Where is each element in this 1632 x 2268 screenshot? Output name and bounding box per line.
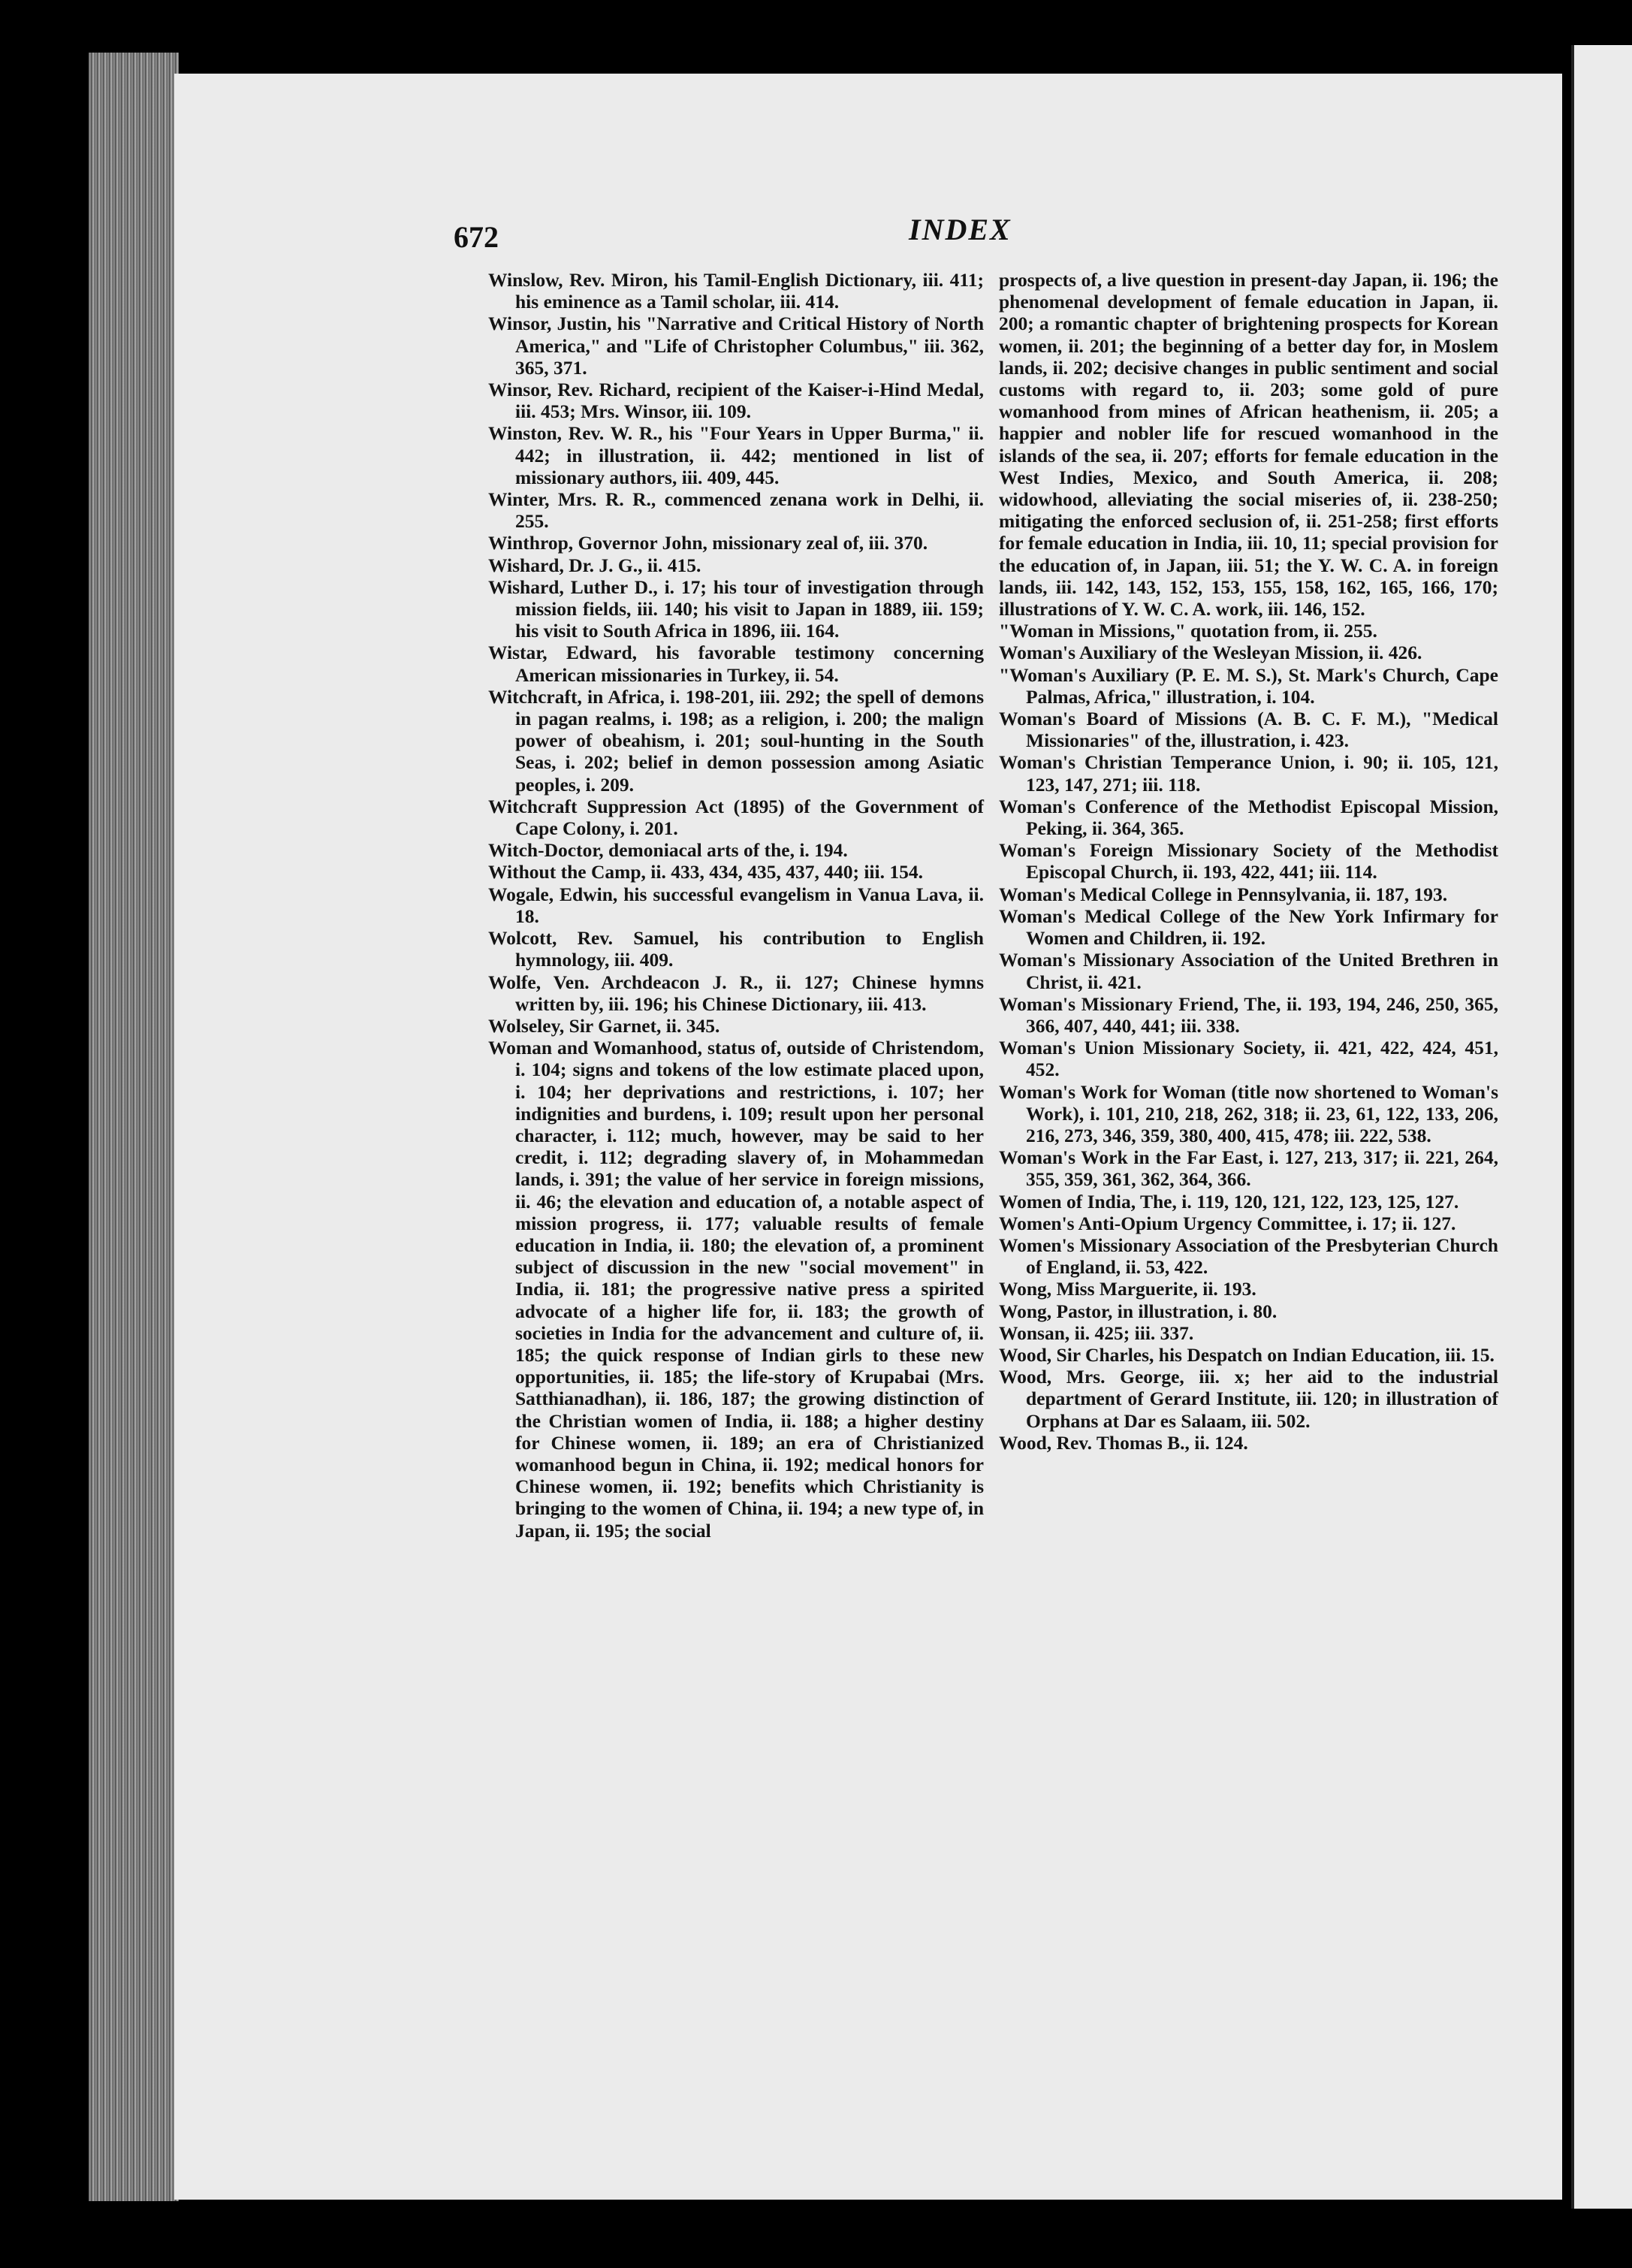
index-entry: Winston, Rev. W. R., his "Four Years in Upper Burma," ii. 442; in illustration, ii. 442; mentioned in list of missionary authors, iii. 409, 445. <box>488 422 984 488</box>
index-entry: Women of India, The, i. 119, 120, 121, 122, 123, 125, 127. <box>999 1190 1459 1213</box>
index-entry: Wogale, Edwin, his successful evangelism in Vanua Lava, ii. 18. <box>488 883 984 927</box>
running-head: INDEX <box>909 213 1012 246</box>
book-page-edges <box>89 53 179 2201</box>
index-entry: Woman's Work for Woman (title now shortened to Woman's Work), i. 101, 210, 218, 262, 318; ii. 23, 61, 122, 133, 206, 216, 273, 346, 359, 380, 400, 415, 478; iii. 222, 538. <box>999 1080 1498 1146</box>
index-entry: Women's Missionary Association of the Presbyterian Church of England, ii. 53, 422. <box>999 1234 1498 1279</box>
index-entry: Woman and Womanhood, status of, outside of Christendom, i. 104; signs and tokens of the low estimate placed upon, i. 104; her deprivations and restrictions, i. 107; her indignities and burdens, i. 109; result upon her personal character, i. 112; much, however, may be said to her credit, i. 112; degrading slavery of, in Mohammedan lands, i. 391; the value of her service in foreign missions, ii. 46; the elevation and education of, a notable aspect of mission progress, ii. 177; valuable results of female education in India, ii. 180; the elevation of, a prominent subject of discussion in the new "social movement" in India, ii. 181; the progressive native press a spirited advocate of a higher life for, ii. 183; the growth of societies in India for the advancement and culture of, ii. 185; the quick response of Indian girls to these new opportunities, ii. 185; the life-story of Krupabai (Mrs. Satthianadhan), ii. 186, 187; the growing distinction of the Christian women of India, ii. 188; a higher destiny for Chinese women, ii. 189; an era of Christianized womanhood begun in China, ii. 192; medical honors for Chinese women, ii. 192; benefits which Christianity is bringing to the women of China, ii. 194; a new type of, in Japan, ii. 195; the social <box>488 1037 984 1542</box>
index-entry: Witchcraft Suppression Act (1895) of the Government of Cape Colony, i. 201. <box>488 795 984 840</box>
index-entry: Woman's Christian Temperance Union, i. 90; ii. 105, 121, 123, 147, 271; iii. 118. <box>999 751 1498 796</box>
index-entry: Wishard, Dr. J. G., ii. 415. <box>488 554 701 576</box>
index-entry: Winsor, Rev. Richard, recipient of the Kaiser-i-Hind Medal, iii. 453; Mrs. Winsor, iii. 109. <box>488 379 984 423</box>
index-entry: Winsor, Justin, his "Narrative and Critical History of North America," and "Life of Christopher Columbus," iii. 362, 365, 371. <box>488 313 984 379</box>
index-entry: Woman's Conference of the Methodist Episcopal Mission, Peking, ii. 364, 365. <box>999 795 1498 840</box>
index-entry-continuation: prospects of, a live question in present-day Japan, ii. 196; the phenomenal development of female education in Japan, ii. 200; a romantic chapter of brightening prospects for Korean women, ii. 201; the beginning of a better day for, in Moslem lands, ii. 202; decisive changes in public sentiment and social customs with regard to, ii. 203; some gold of pure womanhood from mines of African heathenism, ii. 205; a happier and nobler life for rescued womanhood in the islands of the sea, ii. 207; efforts for female education in the West Indies, Mexico, and South America, ii. 208; widowhood, alleviating the social miseries of, ii. 238-250; mitigating the enforced seclusion of, ii. 251-258; first efforts for female education in India, iii. 10, 11; special provision for the education of, in Japan, iii. 51; the Y. W. C. A. in foreign lands, iii. 142, 143, 152, 153, 155, 158, 162, 165, 166, 170; illustrations of Y. W. C. A. work, iii. 146, 152. <box>999 269 1498 621</box>
index-entry: Wolcott, Rev. Samuel, his contribution to English hymnology, iii. 409. <box>488 927 984 971</box>
index-entry: Wong, Miss Marguerite, ii. 193. <box>999 1278 1256 1300</box>
adjacent-page-edge <box>1571 45 1632 2209</box>
index-entry: Witch-Doctor, demoniacal arts of the, i. 194. <box>488 839 848 862</box>
index-entry: Winthrop, Governor John, missionary zeal of, iii. 370. <box>488 532 928 554</box>
index-entry: Woman's Missionary Friend, The, ii. 193, 194, 246, 250, 365, 366, 407, 440, 441; iii. 338. <box>999 992 1498 1037</box>
index-entry: Winslow, Rev. Miron, his Tamil-English Dictionary, iii. 411; his eminence as a Tamil scholar, iii. 414. <box>488 269 984 313</box>
index-entry: Wood, Rev. Thomas B., ii. 124. <box>999 1431 1248 1454</box>
index-entry: Woman's Union Missionary Society, ii. 421, 422, 424, 451, 452. <box>999 1037 1498 1081</box>
index-entry: Woman's Missionary Association of the United Brethren in Christ, ii. 421. <box>999 949 1498 993</box>
index-column-right <box>999 269 1498 1454</box>
index-entry: Wishard, Luther D., i. 17; his tour of investigation through mission fields, iii. 140; his visit to Japan in 1889, iii. 159; his visit to South Africa in 1896, iii. 164. <box>488 575 984 642</box>
index-entry: "Woman in Missions," quotation from, ii. 255. <box>999 620 1377 642</box>
index-entry: Woman's Foreign Missionary Society of the Methodist Episcopal Church, ii. 193, 422, 441; iii. 114. <box>999 839 1498 883</box>
index-entry: Woman's Board of Missions (A. B. C. F. M.), "Medical Missionaries" of the, illustration, i. 423. <box>999 708 1498 752</box>
index-entry: Wistar, Edward, his favorable testimony concerning American missionaries in Turkey, ii. 54. <box>488 642 984 686</box>
index-entry: Woman's Work in the Far East, i. 127, 213, 317; ii. 221, 264, 355, 359, 361, 362, 364, 366. <box>999 1146 1498 1191</box>
index-column-left <box>488 269 984 1542</box>
index-entry: "Woman's Auxiliary (P. E. M. S.), St. Mark's Church, Cape Palmas, Africa," illustration, i. 104. <box>999 663 1498 708</box>
page-number: 672 <box>454 220 499 254</box>
index-entry: Women's Anti-Opium Urgency Committee, i. 17; ii. 127. <box>999 1212 1456 1234</box>
index-entry: Witchcraft, in Africa, i. 198-201, iii. 292; the spell of demons in pagan realms, i. 198; as a religion, i. 200; the malign power of obeahism, i. 201; soul-hunting in the South Seas, i. 202; belief in demon possession among Asiatic peoples, i. 209. <box>488 685 984 796</box>
index-entry: Wonsan, ii. 425; iii. 337. <box>999 1321 1194 1344</box>
index-entry: Without the Camp, ii. 433, 434, 435, 437, 440; iii. 154. <box>488 861 923 883</box>
index-entry: Winter, Mrs. R. R., commenced zenana work in Delhi, ii. 255. <box>488 488 984 533</box>
index-entry: Wong, Pastor, in illustration, i. 80. <box>999 1300 1278 1322</box>
index-entry: Woman's Medical College in Pennsylvania, ii. 187, 193. <box>999 883 1448 905</box>
index-entry: Woman's Auxiliary of the Wesleyan Mission, ii. 426. <box>999 642 1422 664</box>
index-entry: Wood, Mrs. George, iii. x; her aid to the industrial department of Gerard Institute, iii. 120; in illustration of Orphans at Dar es Salaam, iii. 502. <box>999 1366 1498 1432</box>
index-entry: Wolseley, Sir Garnet, ii. 345. <box>488 1014 720 1037</box>
index-entry: Woman's Medical College of the New York Infirmary for Women and Children, ii. 192. <box>999 904 1498 950</box>
index-entry: Wood, Sir Charles, his Despatch on Indian Education, iii. 15. <box>999 1343 1495 1366</box>
index-entry: Wolfe, Ven. Archdeacon J. R., ii. 127; Chinese hymns written by, iii. 196; his Chinese Dictionary, iii. 413. <box>488 971 984 1015</box>
